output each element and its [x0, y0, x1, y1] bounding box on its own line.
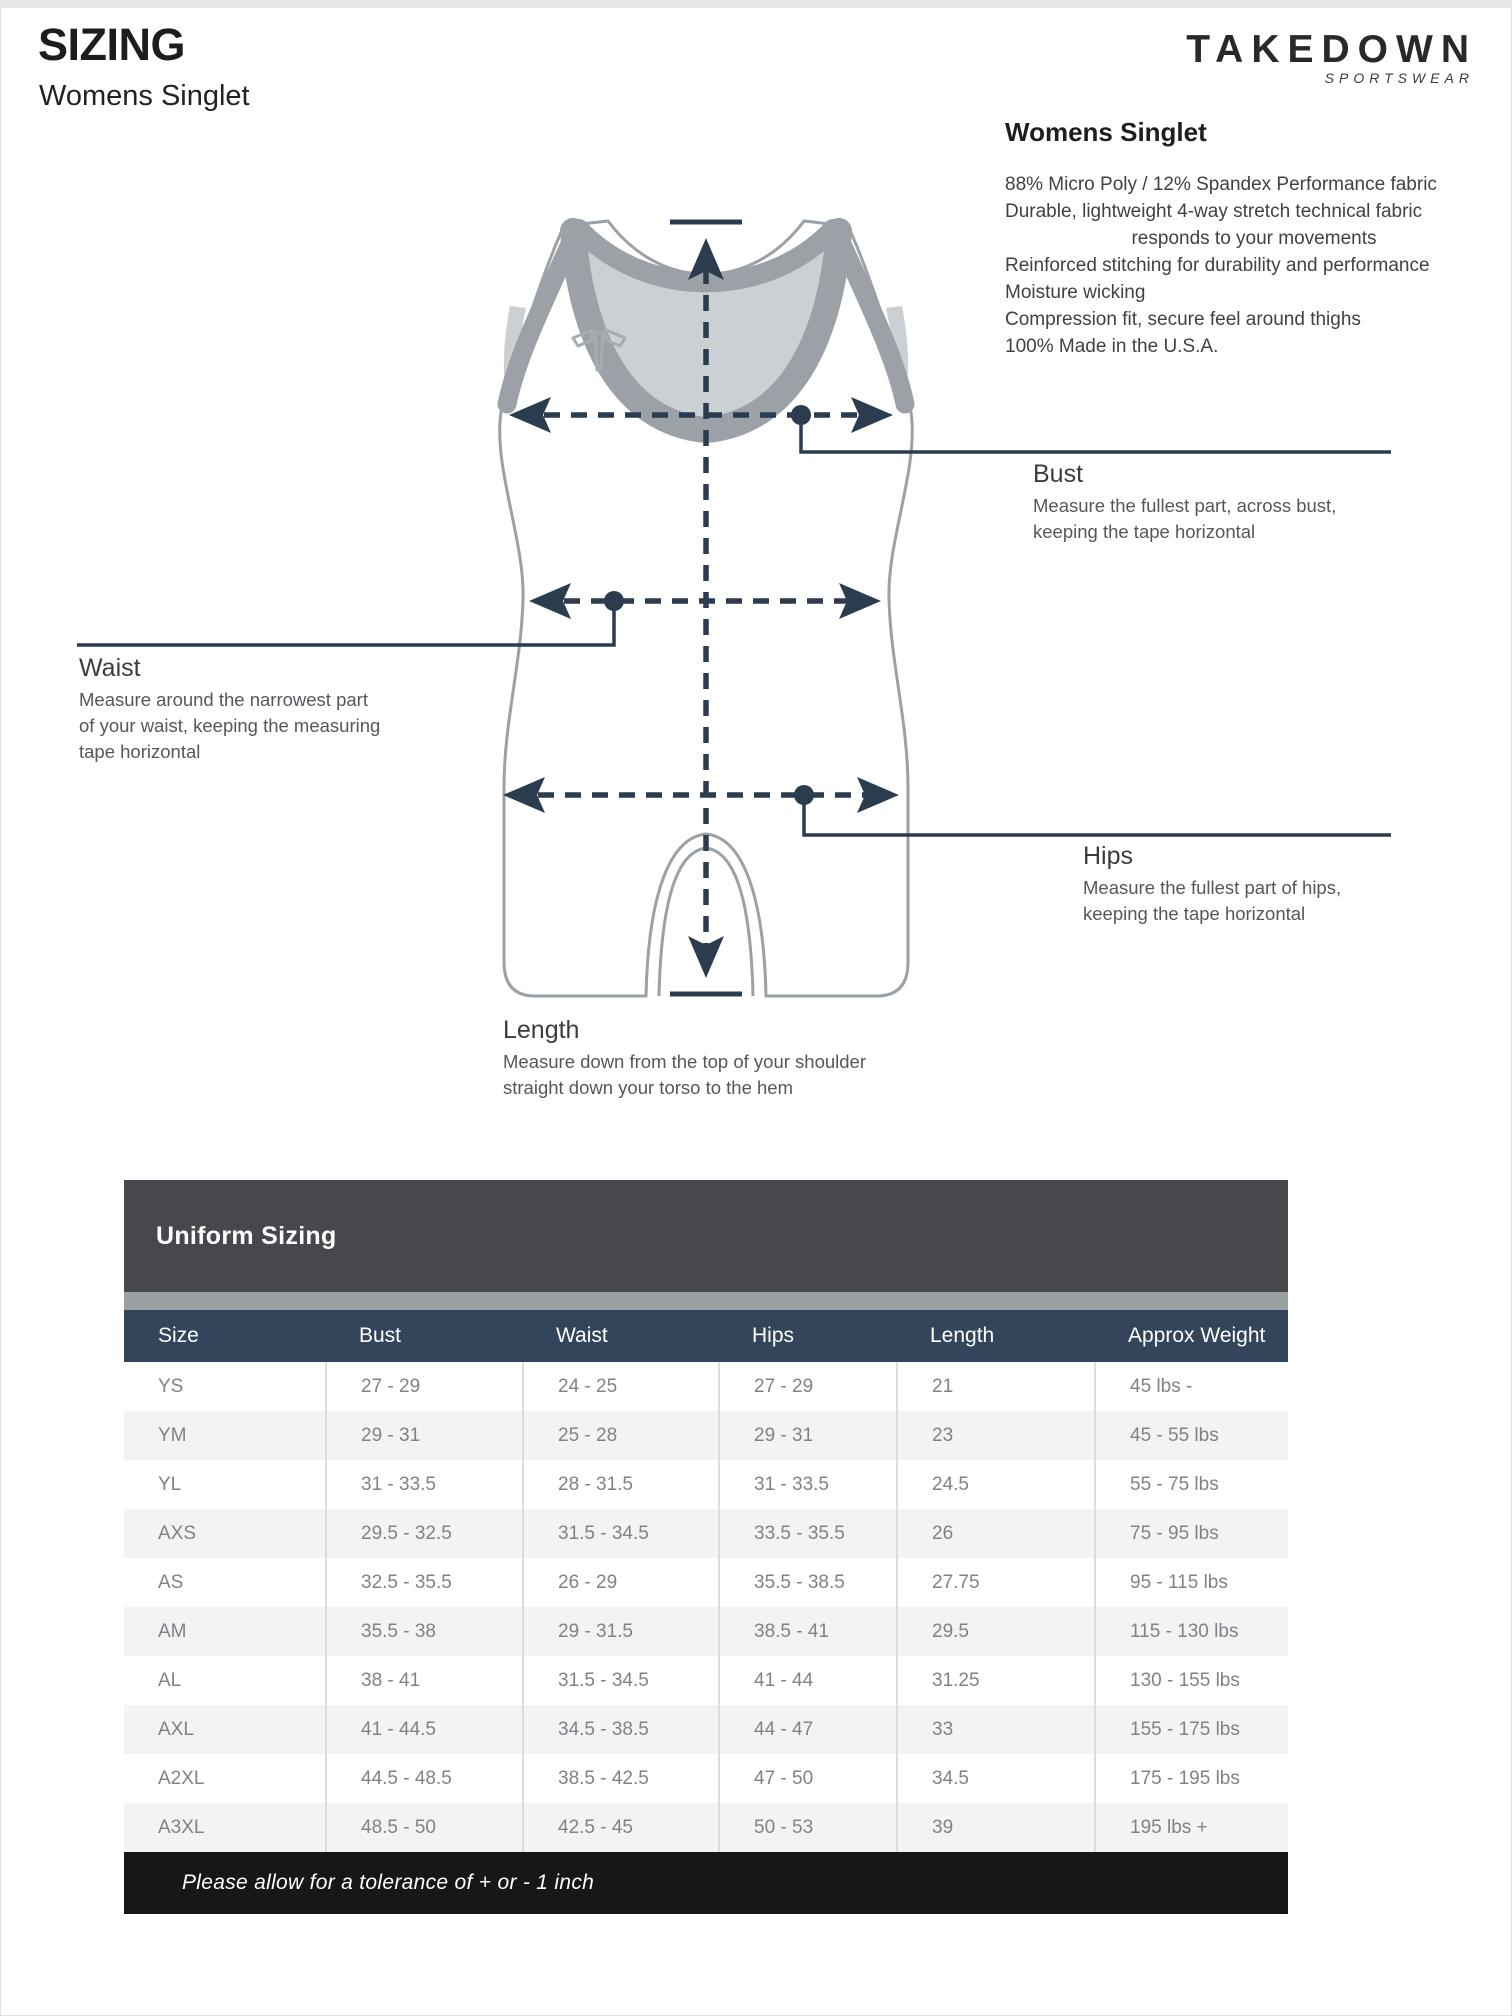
- cell-bust: 29.5 - 32.5: [325, 1509, 522, 1558]
- waist-label: Waist: [79, 654, 141, 682]
- bust-description: [1033, 493, 1336, 545]
- cell-hips: 44 - 47: [718, 1705, 896, 1754]
- table-header-row: [124, 1310, 1288, 1362]
- hips-description: [1083, 875, 1341, 927]
- table-row: [124, 1607, 1288, 1656]
- cell-size: AM: [158, 1620, 187, 1642]
- waist-label-block: [79, 654, 380, 765]
- cell-size: AXL: [158, 1718, 194, 1740]
- table-row: [124, 1656, 1288, 1705]
- cell-hips: 27 - 29: [718, 1362, 896, 1411]
- length-label: Length: [503, 1016, 580, 1044]
- cell-size: YM: [158, 1424, 187, 1446]
- cell-size: AXS: [158, 1522, 197, 1544]
- cell-hips: 50 - 53: [718, 1803, 896, 1852]
- cell-hips: 35.5 - 38.5: [718, 1558, 896, 1607]
- cell-waist: 28 - 31.5: [522, 1460, 718, 1509]
- cell-size: AL: [158, 1669, 182, 1691]
- cell-waist: 42.5 - 45: [522, 1803, 718, 1852]
- cell-weight: 195 lbs +: [1094, 1803, 1288, 1852]
- table-body: [124, 1362, 1288, 1852]
- cell-waist: 31.5 - 34.5: [522, 1656, 718, 1705]
- length-label-block: [503, 1016, 866, 1101]
- table-column-header: Size: [158, 1324, 199, 1347]
- cell-waist: 24 - 25: [522, 1362, 718, 1411]
- table-row: [124, 1558, 1288, 1607]
- product-feature-line: 100% Made in the U.S.A.: [1005, 335, 1219, 357]
- cell-weight: 45 - 55 lbs: [1094, 1411, 1288, 1460]
- cell-bust: 41 - 44.5: [325, 1705, 522, 1754]
- brand-tagline: SPORTSWEAR: [1324, 70, 1474, 86]
- cell-waist: 26 - 29: [522, 1558, 718, 1607]
- uniform-sizing-table: [124, 1180, 1288, 1914]
- cell-length: 26: [896, 1509, 1094, 1558]
- cell-size: A2XL: [158, 1767, 205, 1789]
- hips-description-line: Measure the fullest part of hips,: [1083, 876, 1342, 898]
- cell-waist: 38.5 - 42.5: [522, 1754, 718, 1803]
- length-description-line: Measure down from the top of your shoulder: [503, 1050, 866, 1072]
- table-row: [124, 1803, 1288, 1852]
- cell-hips: 29 - 31: [718, 1411, 896, 1460]
- table-row: [124, 1509, 1288, 1558]
- waist-description-line: Measure around the narrowest part: [79, 688, 368, 710]
- tolerance-footnote: Please allow for a tolerance of + or - 1 inch: [182, 1871, 595, 1894]
- table-divider-strip: [124, 1292, 1288, 1310]
- table-title-band: [124, 1180, 1288, 1292]
- cell-length: 33: [896, 1705, 1094, 1754]
- cell-hips: 47 - 50: [718, 1754, 896, 1803]
- cell-weight: 75 - 95 lbs: [1094, 1509, 1288, 1558]
- page-subtitle: Womens Singlet: [39, 80, 250, 112]
- cell-size: YL: [158, 1473, 182, 1495]
- page-title: SIZING: [38, 19, 186, 70]
- cell-weight: 155 - 175 lbs: [1094, 1705, 1288, 1754]
- product-feature-line: Compression fit, secure feel around thighs: [1005, 308, 1361, 330]
- bust-label: Bust: [1033, 460, 1084, 488]
- waist-description-line: of your waist, keeping the measuring: [79, 714, 381, 736]
- cell-bust: 35.5 - 38: [325, 1607, 522, 1656]
- cell-length: 21: [896, 1362, 1094, 1411]
- product-feature-line: Durable, lightweight 4-way stretch technical fabric: [1005, 200, 1423, 222]
- waist-description: [79, 687, 380, 765]
- cell-waist: 31.5 - 34.5: [522, 1509, 718, 1558]
- cell-hips: 41 - 44: [718, 1656, 896, 1705]
- cell-waist: 34.5 - 38.5: [522, 1705, 718, 1754]
- cell-weight: 95 - 115 lbs: [1094, 1558, 1288, 1607]
- cell-hips: 38.5 - 41: [718, 1607, 896, 1656]
- table-column-header: Length: [930, 1324, 995, 1347]
- cell-weight: 55 - 75 lbs: [1094, 1460, 1288, 1509]
- bust-description-line: keeping the tape horizontal: [1033, 520, 1256, 542]
- waist-description-line: tape horizontal: [79, 740, 201, 762]
- product-feature-line: Reinforced stitching for durability and performance: [1005, 254, 1430, 276]
- table-title: Uniform Sizing: [156, 1221, 337, 1250]
- cell-bust: 27 - 29: [325, 1362, 522, 1411]
- hips-label-block: [1083, 842, 1341, 927]
- cell-size: AS: [158, 1571, 184, 1593]
- cell-length: 23: [896, 1411, 1094, 1460]
- cell-waist: 29 - 31.5: [522, 1607, 718, 1656]
- cell-hips: 33.5 - 35.5: [718, 1509, 896, 1558]
- cell-bust: 29 - 31: [325, 1411, 522, 1460]
- cell-length: 34.5: [896, 1754, 1094, 1803]
- hips-label: Hips: [1083, 842, 1134, 870]
- cell-waist: 25 - 28: [522, 1411, 718, 1460]
- cell-weight: 130 - 155 lbs: [1094, 1656, 1288, 1705]
- table-row: [124, 1460, 1288, 1509]
- cell-length: 27.75: [896, 1558, 1094, 1607]
- cell-size: A3XL: [158, 1816, 205, 1838]
- brand-name: TAKEDOWN: [1186, 28, 1477, 71]
- length-description: [503, 1049, 866, 1101]
- cell-weight: 175 - 195 lbs: [1094, 1754, 1288, 1803]
- cell-size: YS: [158, 1375, 184, 1397]
- cell-length: 39: [896, 1803, 1094, 1852]
- table-column-header: Waist: [556, 1324, 608, 1347]
- cell-bust: 31 - 33.5: [325, 1460, 522, 1509]
- cell-length: 24.5: [896, 1460, 1094, 1509]
- hips-description-line: keeping the tape horizontal: [1083, 902, 1306, 924]
- table-row: [124, 1411, 1288, 1460]
- length-description-line: straight down your torso to the hem: [503, 1076, 793, 1098]
- table-column-header: Bust: [359, 1324, 402, 1347]
- product-heading: Womens Singlet: [1005, 117, 1207, 147]
- table-row: [124, 1362, 1288, 1411]
- cell-hips: 31 - 33.5: [718, 1460, 896, 1509]
- cell-weight: 45 lbs -: [1094, 1362, 1288, 1411]
- cell-bust: 32.5 - 35.5: [325, 1558, 522, 1607]
- bust-description-line: Measure the fullest part, across bust,: [1033, 494, 1337, 516]
- table-column-header: Hips: [752, 1324, 795, 1347]
- product-feature-line: Moisture wicking: [1005, 281, 1146, 303]
- product-feature-line: responds to your movements: [1131, 227, 1377, 249]
- cell-bust: 48.5 - 50: [325, 1803, 522, 1852]
- bust-label-block: [1033, 460, 1336, 545]
- cell-weight: 115 - 130 lbs: [1094, 1607, 1288, 1656]
- tolerance-footnote-band: [124, 1852, 1288, 1914]
- table-row: [124, 1754, 1288, 1803]
- table-column-header: Approx Weight: [1128, 1324, 1266, 1347]
- cell-length: 31.25: [896, 1656, 1094, 1705]
- cell-bust: 44.5 - 48.5: [325, 1754, 522, 1803]
- cell-bust: 38 - 41: [325, 1656, 522, 1705]
- table-row: [124, 1705, 1288, 1754]
- product-feature-line: 88% Micro Poly / 12% Spandex Performance fabric: [1005, 173, 1437, 195]
- cell-length: 29.5: [896, 1607, 1094, 1656]
